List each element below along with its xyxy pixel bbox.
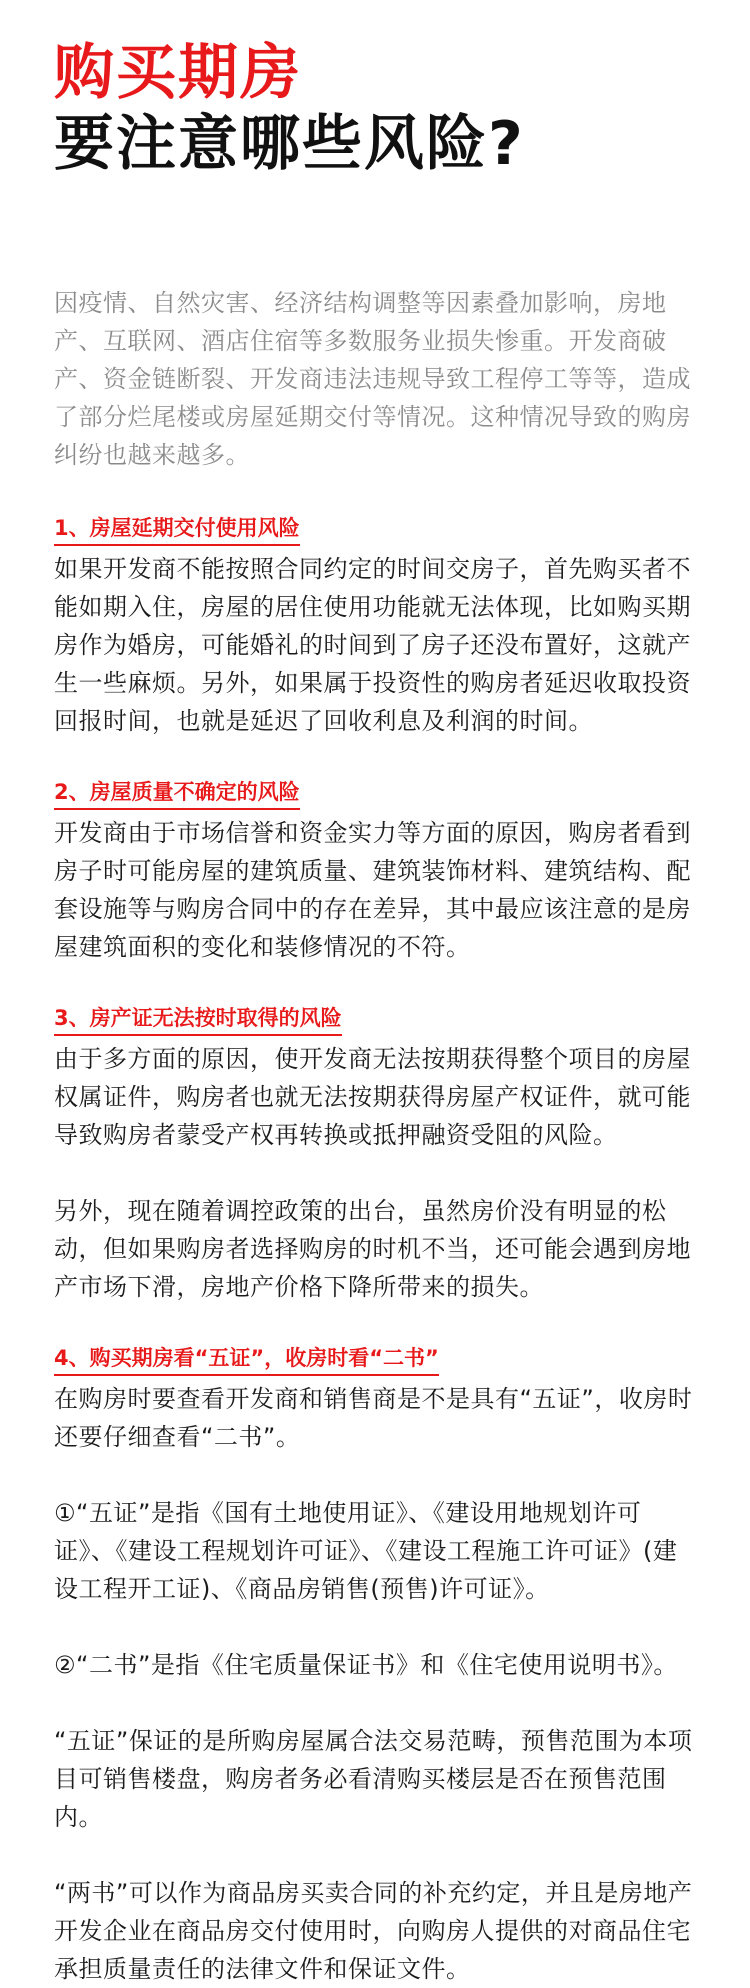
section-2-paragraph-1: 开发商由于市场信誉和资金实力等方面的原因，购房者看到房子时可能房屋的建筑质量、建筑装饰材料、建筑结构、配套设施等与购房合同中的存在差异，其中最应该注意的是房屋建筑面积的变化和装修情况的不符。 <box>54 819 691 961</box>
section-3-heading: 3、房产证无法按时取得的风险 <box>54 1002 342 1036</box>
title-line-1: 购买期房 <box>54 38 302 108</box>
section-4-paragraph-2: ①“五证”是指《国有土地使用证》、《建设用地规划许可证》、《建设工程规划许可证》、《建设工程施工许可证》(建设工程开工证)、《商品房销售(预售)许可证》。 <box>54 1499 678 1603</box>
title-line-2: 要注意哪些风险? <box>54 109 525 179</box>
section-2-heading: 2、房屋质量不确定的风险 <box>54 776 300 810</box>
section-3-paragraph-1: 由于多方面的原因，使开发商无法按期获得整个项目的房屋权属证件，购房者也就无法按期获得房屋产权证件，就可能导致购房者蒙受产权再转换或抵押融资受阻的风险。 <box>54 1045 691 1149</box>
section-1-heading: 1、房屋延期交付使用风险 <box>54 512 300 546</box>
section-4-paragraph-5: “两书”可以作为商品房买卖合同的补充约定，并且是房地产开发企业在商品房交付使用时，向购房人提供的对商品住宅承担质量责任的法律文件和保证文件。 <box>54 1879 693 1983</box>
section-4-heading: 4、购买期房看“五证”，收房时看“二书” <box>54 1342 439 1376</box>
section-1-paragraph-1: 如果开发商不能按照合同约定的时间交房子，首先购买者不能如期入住，房屋的居住使用功能就无法体现，比如购买期房作为婚房，可能婚礼的时间到了房子还没布置好，这就产生一些麻烦。另外，如果属于投资性的购房者延迟收取投资回报时间，也就是延迟了回收利息及利润的时间。 <box>54 555 691 735</box>
section-4-paragraph-1: 在购房时要查看开发商和销售商是不是具有“五证”，收房时还要仔细查看“二书”。 <box>54 1385 693 1451</box>
section-3-paragraph-2: 另外，现在随着调控政策的出台，虽然房价没有明显的松动，但如果购房者选择购房的时机不当，还可能会遇到房地产市场下滑，房地产价格下降所带来的损失。 <box>54 1197 691 1301</box>
intro-paragraph: 因疫情、自然灾害、经济结构调整等因素叠加影响，房地产、互联网、酒店住宿等多数服务业损失惨重。开发商破产、资金链断裂、开发商违法违规导致工程停工等等，造成了部分烂尾楼或房屋延期交付等情况。这种情况导致的购房纠纷也越来越多。 <box>54 289 691 469</box>
section-3 <box>54 1002 695 1306</box>
section-4 <box>54 1342 695 1988</box>
section-4-paragraph-4: “五证”保证的是所购房屋属合法交易范畴，预售范围为本项目可销售楼盘，购房者务必看清购买楼层是否在预售范围内。 <box>54 1727 693 1831</box>
section-1 <box>54 512 695 740</box>
section-4-paragraph-3: ②“二书”是指《住宅质量保证书》和《住宅使用说明书》。 <box>54 1651 678 1679</box>
section-2 <box>54 776 695 966</box>
